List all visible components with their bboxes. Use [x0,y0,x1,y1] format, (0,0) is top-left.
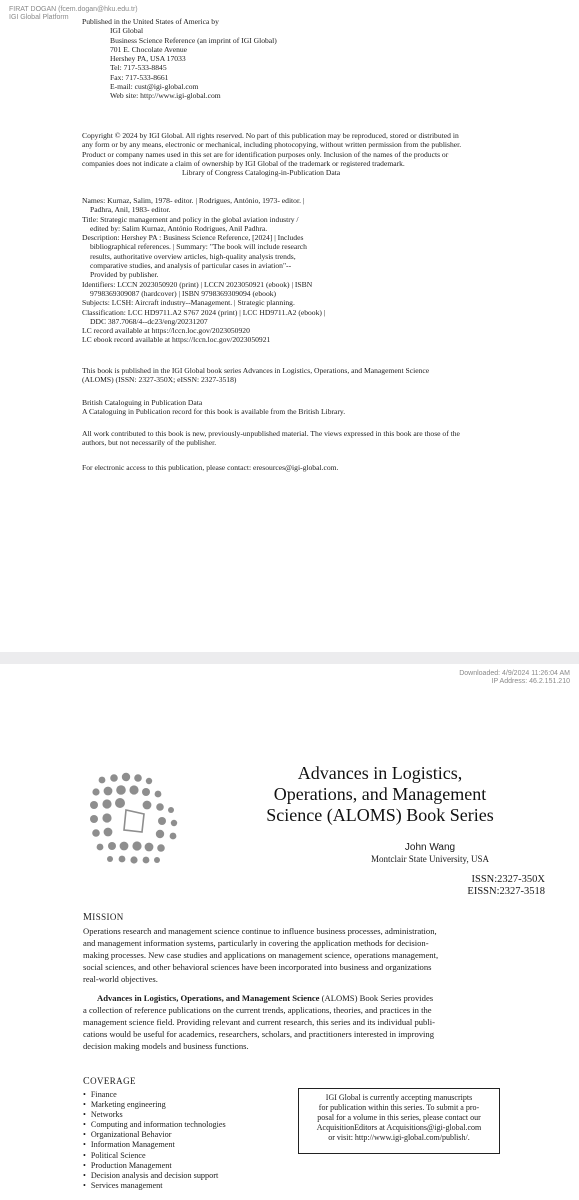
mission-heading-cap: M [83,912,93,923]
editor-name: John Wang [404,842,456,853]
cip-line: 9798369309087 (hardcover) | ISBN 9798369309094 (ebook) [90,288,277,298]
mission2-line: a collection of reference publications on the current trends, applications, theories, and practices in the [83,1005,432,1016]
series-title-line: Science (ALOMS) Book Series [266,805,494,825]
download-user-info [9,6,138,22]
editor-affiliation: Montclair State University, USA [371,854,489,864]
copyright-line: Copyright © 2024 by IGI Global. All rights reserved. No part of this publication may be reproduced, stored or distributed in [82,131,459,140]
copyright-line: companies does not indicate a claim of ownership by IGI Global of the trademark or registered trademark. [82,158,405,168]
mission-line: Operations research and management science continue to influence business processes, administration, [83,926,437,936]
series-note-line: (ALOMS) (ISSN: 2327-350X; eISSN: 2327-3518) [82,375,237,385]
cip-line: Provided by publisher. [90,270,159,280]
publisher-line: Business Science Reference (an imprint of IGI Global) [110,35,277,45]
publisher-line: IGI Global [110,26,144,36]
mission-line: and management information systems, particularly in covering the application methods for decision- [83,938,429,949]
cip-line: bibliographical references. | Summary: "The book will include research [90,242,307,252]
coverage-item: • Finance [83,1090,226,1100]
work-note [82,429,460,448]
copyright-notice [82,131,461,177]
publisher-line: Published in the United States of America by [82,17,219,26]
electronic-access-note [82,463,338,472]
cip-line: Identifiers: LCCN 2023050920 (print) | LCCN 2023050921 (ebook) | ISBN [82,279,313,289]
loc-heading: Library of Congress Cataloging-in-Publication Data [182,168,341,178]
coverage-item: • Political Science [83,1151,226,1161]
publisher-line: Hershey PA, USA 17033 [110,54,186,64]
series-name-bold: Advances in Logistics, Operations, and Management Science [97,993,320,1003]
publisher-block [82,17,277,101]
cip-line: Description: Hershey PA : Business Science Reference, [2024] | Includes [82,233,304,243]
issn-block [305,874,545,898]
cip-line: Title: Strategic management and policy in the global aviation industry / [82,214,299,224]
publisher-line: E-mail: cust@igi-global.com [110,82,199,92]
notice-line: or visit: http://www.igi-global.com/publish/. [328,1133,470,1142]
page-divider [0,652,579,664]
mission-paragraph-2 [83,992,518,1052]
cip-line: DDC 387.7068/4--dc23/eng/20231207 [90,316,208,326]
cip-line: LC record available at https://lccn.loc.gov/2023050920 [82,326,250,336]
coverage-item: • Services management [83,1181,226,1191]
download-user: FIRAT DOGAN (fcem.dogan@hku.edu.tr) [9,6,138,13]
cip-line: Classification: LCC HD9711.A2 S767 2024 (print) | LCC HD9711.A2 (ebook) | [82,307,326,317]
cip-line: Padhra, Anil, 1983- editor. [90,205,171,215]
cip-line: Subjects: LCSH: Aircraft industry--Management. | Strategic planning. [82,298,295,308]
mission2-first-line [83,992,518,1004]
mission-paragraph [83,925,518,985]
notice-line: posal for a volume in this series, please contact our [317,1113,481,1122]
download-timestamp: Downloaded: 4/9/2024 11:26:04 AM [459,670,570,677]
manuscript-notice-box [298,1088,500,1154]
mission2-line: cations would be useful for academics, researchers, scholars, and practitioners interested in improving [83,1029,435,1040]
series-note [82,366,429,385]
work-note-line: All work contributed to this book is new, previously-unpublished material. The views expressed in this book are those of the [82,429,460,438]
download-platform: IGI Global Platform [9,14,69,21]
coverage-list [83,1090,226,1191]
copyright-line: any form or by any means, electronic or mechanical, including photocopying, without written permission from the publisher. [82,140,462,150]
coverage-item: • Organizational Behavior [83,1130,226,1140]
download-ip: IP Address: 46.2.151.210 [491,678,570,685]
coverage-heading-cap: C [83,1076,91,1087]
mission-heading [83,912,124,923]
british-line: British Cataloguing in Publication Data [82,398,203,407]
coverage-item: • Networks [83,1110,226,1120]
publisher-line: Fax: 717-533-8661 [110,72,169,82]
notice-line: for publication within this series. To submit a pro- [318,1103,480,1112]
cip-line: edited by: Salim Kurnaz, António Rodrigues, Anil Padhra. [90,223,268,233]
series-title [210,763,550,826]
series-title-line: Advances in Logistics, [297,763,463,783]
series-title-line: Operations, and Management [273,784,487,804]
cip-line: LC ebook record available at https://lccn.loc.gov/2023050921 [82,335,271,345]
cip-data-block [82,196,325,345]
coverage-item: • Production Management [83,1161,226,1171]
series-note-line: This book is published in the IGI Global book series Advances in Logistics, Operations, and Management Science [82,366,430,375]
coverage-item: • Marketing engineering [83,1100,226,1110]
electronic-access-line: For electronic access to this publication, please contact: eresources@igi-global.com. [82,463,339,472]
mission2-line: management science field. Providing relevant and current research, this series and its individual publi- [83,1017,435,1028]
series-logo-icon [80,772,190,872]
coverage-item: • Decision analysis and decision support [83,1171,226,1181]
mission2-first-rest: (ALOMS) Book Series provides [319,993,434,1003]
british-cataloguing [82,398,345,417]
notice-line: AcquisitionEditors at Acquisitions@igi-global.com [316,1123,482,1132]
coverage-heading-rest: OVERAGE [90,1076,136,1086]
copyright-line: Product or company names used in this set are for identification purposes only. Inclusion of the names of the products or [82,149,449,159]
issn: ISSN:2327-350X [471,874,545,885]
mission-line: real-world objectives. [83,974,158,985]
publisher-line: Tel: 717-533-8845 [110,63,167,73]
cip-line: Names: Kurnaz, Salim, 1978- editor. | Rodrigues, António, 1973- editor. | [82,196,305,205]
download-meta [459,670,570,686]
mission2-line: decision making models and business functions. [83,1041,249,1052]
publisher-line: 701 E. Chocolate Avenue [110,44,188,54]
mission-heading-rest: ISSION [92,912,124,922]
publisher-line: Web site: http://www.igi-global.com [110,91,221,101]
eissn: EISSN:2327-3518 [467,886,545,897]
mission-line: making processes. New case studies and applications on management science, operations management, [83,950,439,961]
cip-line: results, authoritative overview articles, high-quality analysis trends, [90,251,296,261]
coverage-heading [83,1076,136,1087]
british-line: A Cataloguing in Publication record for this book is available from the British Library. [82,407,346,417]
notice-line: IGI Global is currently accepting manuscripts [325,1093,473,1102]
coverage-item: • Information Management [83,1140,226,1150]
coverage-item: • Computing and information technologies [83,1120,226,1130]
cip-line: comparative studies, and analysis of particular cases in aviation"-- [90,261,292,271]
mission-line: social sciences, and other behavioral sciences have been incorporated into business and organizations [83,962,432,973]
work-note-line: authors, but not necessarily of the publisher. [82,438,217,448]
